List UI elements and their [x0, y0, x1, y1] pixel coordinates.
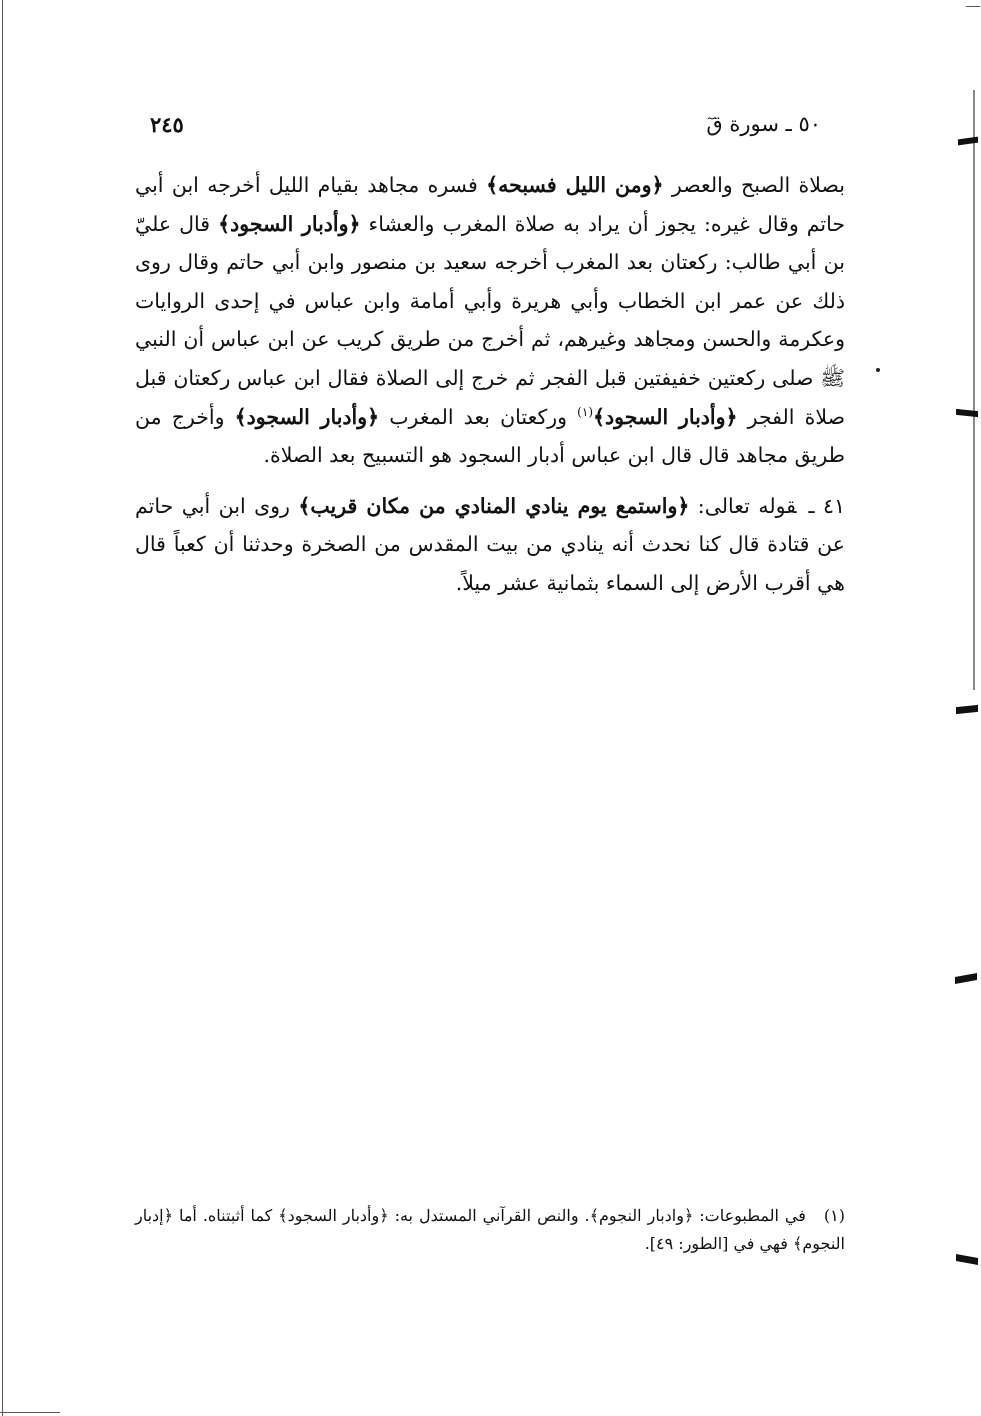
quran-quote: ﴿وأدبار السجود﴾: [234, 404, 380, 429]
paragraph-2: [135, 487, 845, 603]
surah-title: ٥٠ ـ سورة قٓ: [706, 112, 821, 136]
binding-mark: [956, 705, 978, 714]
footnote-reference: (١): [577, 404, 593, 419]
scan-edge-top-right: [966, 6, 980, 7]
footnote-text: في المطبوعات: ﴿وادبار النجوم﴾. والنص القرآني المستدل به: ﴿وأدبار السجود﴾ كما أثبتناه. أما ﴿إدبار النجوم﴾ فهي في [الطور: ٤٩].: [135, 1206, 845, 1253]
scan-edge-left: [2, 0, 3, 1416]
quran-quote: ﴿واستمع يوم ينادي المنادي من مكان قريب﴾: [298, 493, 690, 518]
quran-quote: ﴿ومن الليل فسبحه﴾: [486, 173, 664, 197]
scan-speck: [876, 368, 880, 372]
footnote: [135, 1202, 845, 1258]
footnote-marker: (١): [823, 1206, 845, 1225]
quran-quote: ﴿وأدبار السجود﴾: [593, 404, 738, 429]
text-run: قال عليّ بن أبي طالب: ركعتان بعد المغرب أخرجه سعيد بن منصور وابن أبي حاتم وقال روى ذلك عن عمر ابن الخطاب وأبي هريرة وأبي أمامة وابن عباس في إحدى الروايات وعكرمة والحسن ومجاهد وغيرهم، ثم أخرج من طريق كريب عن ابن عباس أن النبي ﷺ صلى ركعتين خفيفتين قبل الفجر ثم خرج إلى الصلاة فقال ابن عباس ركعتان قبل صلاة الفجر: [135, 211, 845, 429]
binding-mark: [955, 973, 977, 984]
scan-edge-right: [973, 90, 975, 690]
binding-mark: [956, 1254, 978, 1265]
text-run: قوله تعالى:: [689, 493, 797, 518]
binding-mark: [956, 409, 978, 417]
text-run: وركعتان بعد المغرب: [379, 404, 578, 429]
text-run: فسره مجاهد بقيام الليل أخرجه ابن أبي حاتم وقال غيره: يجوز أن يراد به صلاة المغرب والعشاء: [135, 173, 846, 236]
main-text: [135, 166, 845, 603]
text-run: بصلاة الصبح والعصر: [663, 173, 846, 197]
text-run: روى ابن أبي حاتم عن قتادة قال كنا نحدث أنه ينادي من بيت المقدس من الصخرة وحدثنا أن كعباً قال هي أقرب الأرض إلى السماء بثمانية عشر ميلاً.: [135, 493, 845, 595]
scan-edge-bottom: [0, 1412, 60, 1413]
text-run: وأخرج من طريق مجاهد قال قال ابن عباس أدبار السجود هو التسبيح بعد الصلاة.: [135, 404, 845, 468]
paragraph-1: [135, 166, 845, 475]
quran-quote: ﴿وأدبار السجود﴾: [218, 211, 361, 236]
binding-mark: [958, 137, 978, 146]
page-number: ٢٤٥: [150, 112, 184, 137]
verse-number: ٤١ ـ: [808, 493, 846, 518]
